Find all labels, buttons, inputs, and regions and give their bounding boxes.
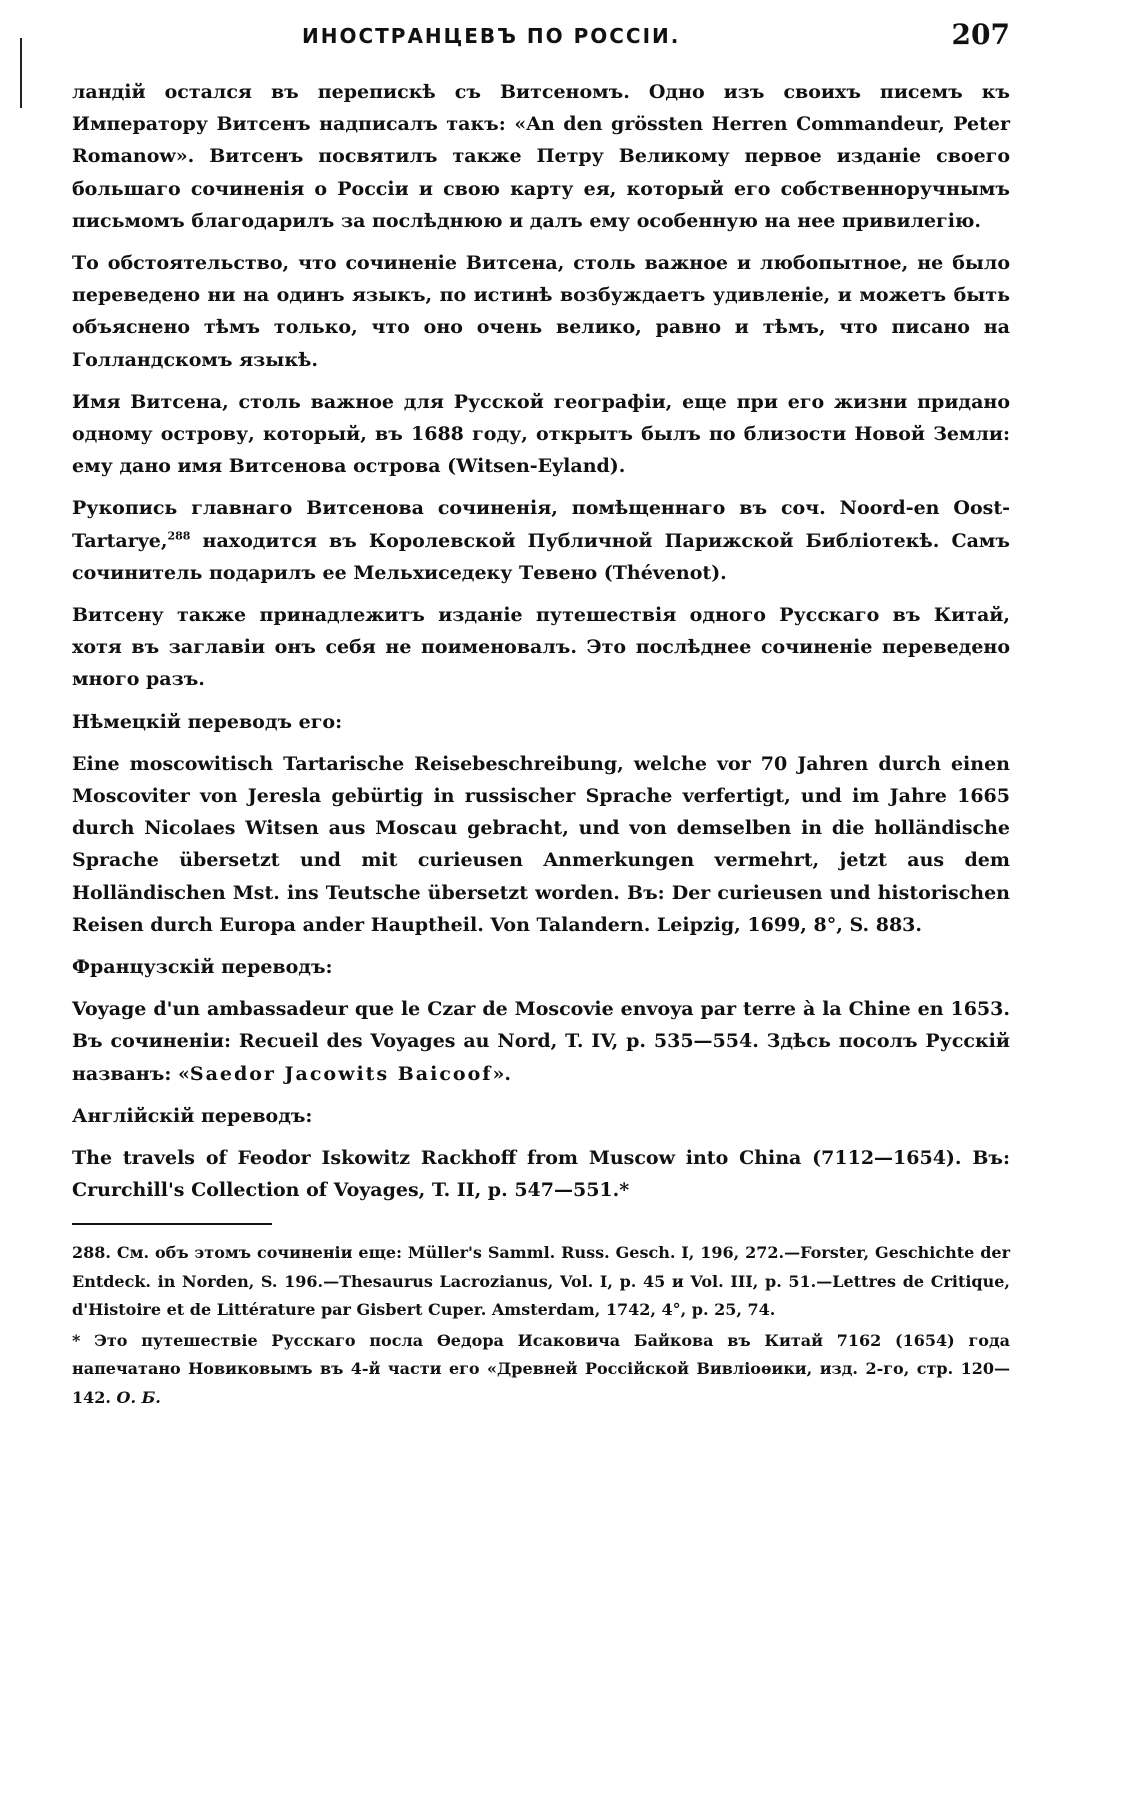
paragraph-witsen-island: Имя Витсена, столь важное для Русской географіи, еще при его жизни придано одному острову, который, въ 1688 году, открытъ былъ по близости Новой Земли: ему дано имя Витсенова острова (Witsen-Eyland). [72, 390, 1010, 478]
footnote-288: 288. См. объ этомъ сочиненіи еще: Müller's Samml. Russ. Gesch. I, 196, 272.—Forster, Geschichte der Entdeck. in Norden, S. 196.—Thesaurus Lacrozianus, Vol. I, p. 45 и Vol. III, p. 51.—Lettres de Critique, d'Histoire et de Littérature par Gisbert Cuper. Amsterdam, 1742, 4°, p. 25, 74. [72, 1243, 1010, 1319]
running-head [72, 16, 1010, 56]
label-french-translation: Французскій переводъ: [72, 956, 333, 979]
running-head-title: ИНОСТРАНЦЕВЪ ПО РОССІИ. [302, 24, 681, 48]
label-english-translation: Англійскій переводъ: [72, 1104, 313, 1127]
paragraph-manuscript-start: Рукопись главнаго Витсенова сочиненія, помѣщеннаго въ соч. Noord-en Oost-Tartarye, [72, 497, 1010, 552]
label-german-translation: Нѣмецкій переводъ его: [72, 710, 343, 733]
paragraph-journey-edition: Витсену также принадлежитъ изданіе путешествія одного Русскаго въ Китай, хотя въ заглавіи онъ себя не поименовалъ. Это послѣднее сочиненіе переведено много разъ. [72, 604, 1010, 691]
paragraph-manuscript-end: находится въ Королевской Публичной Парижской Библіотекѣ. Самъ сочинитель подарилъ ее Мельхиседеку Тевено (Thévenot). [72, 529, 1010, 584]
body-text [72, 76, 1010, 1207]
footnote-signature: О. Б. [116, 1387, 161, 1407]
footnote-separator [72, 1223, 272, 1225]
footnote-star [72, 1327, 1010, 1413]
footnotes [72, 1239, 1010, 1412]
entry-french-start: Voyage d'un ambassadeur que le Czar de Moscovie envoya par terre à la Chine en 1653. Въ сочиненіи: Recueil des Voyages au Nord, T. IV, p. 535—554. Здѣсь посолъ Русскій названъ: « [72, 998, 1010, 1085]
ambassador-name: Saedor Jacowits Baicoof [189, 1062, 493, 1085]
footnote-star-text: * Это путешествіе Русскаго посла Ѳедора Исаковича Байкова въ Китай 7162 (1654) года напечатано Новиковымъ въ 4-й части его «Древней Россійской Вивліоѳики, изд. 2-го, стр. 120—142. [72, 1330, 1010, 1407]
entry-french-translation [72, 993, 1010, 1090]
paragraph-correspondence: ландій остался въ перепискѣ съ Витсеномъ. Одно изъ своихъ писемъ къ Императору Витсенъ надписалъ такъ: «An den grössten Herren Commandeur, Peter Romanow». Витсенъ посвятилъ также Петру Великому первое изданіе своего большаго сочиненія о Россіи и свою карту ея, который его собственноручнымъ письмомъ благодарилъ за послѣднюю и далъ ему особенную на нее привилегію. [72, 81, 1010, 232]
paragraph-translation-note: То обстоятельство, что сочиненіе Витсена, столь важное и любопытное, не было переведено ни на одинъ языкъ, по истинѣ возбуждаетъ удивленіе, и можетъ быть объяснено тѣмъ только, что оно очень велико, равно и тѣмъ, что писано на Голландскомъ языкѣ. [72, 252, 1010, 371]
footnote-ref-288: 288 [167, 529, 191, 543]
page-number: 207 [951, 18, 1010, 51]
paragraph-manuscript [72, 492, 1010, 589]
margin-rule [20, 38, 22, 108]
entry-english-translation: The travels of Feodor Iskowitz Rackhoff from Muscow into China (7112—1654). Въ: Crurchill's Collection of Voyages, T. II, p. 547—551.* [72, 1147, 1010, 1202]
entry-german-translation: Eine moscowitisch Tartarische Reisebeschreibung, welche vor 70 Jahren durch einen Moscoviter von Jeresla gebürtig in russischer Sprache verfertigt, und im Jahre 1665 durch Nicolaes Witsen aus Moscau gebracht, und von demselben in die holländische Sprache übersetzt und mit curieusen Anmerkungen vermehrt, jetzt aus dem Holländischen Mst. ins Teutsche übersetzt worden. Въ: Der curieusen und historischen Reisen durch Europa ander Hauptheil. Von Talandern. Leipzig, 1699, 8°, S. 883. [72, 752, 1010, 936]
entry-french-end: ». [492, 1062, 511, 1085]
